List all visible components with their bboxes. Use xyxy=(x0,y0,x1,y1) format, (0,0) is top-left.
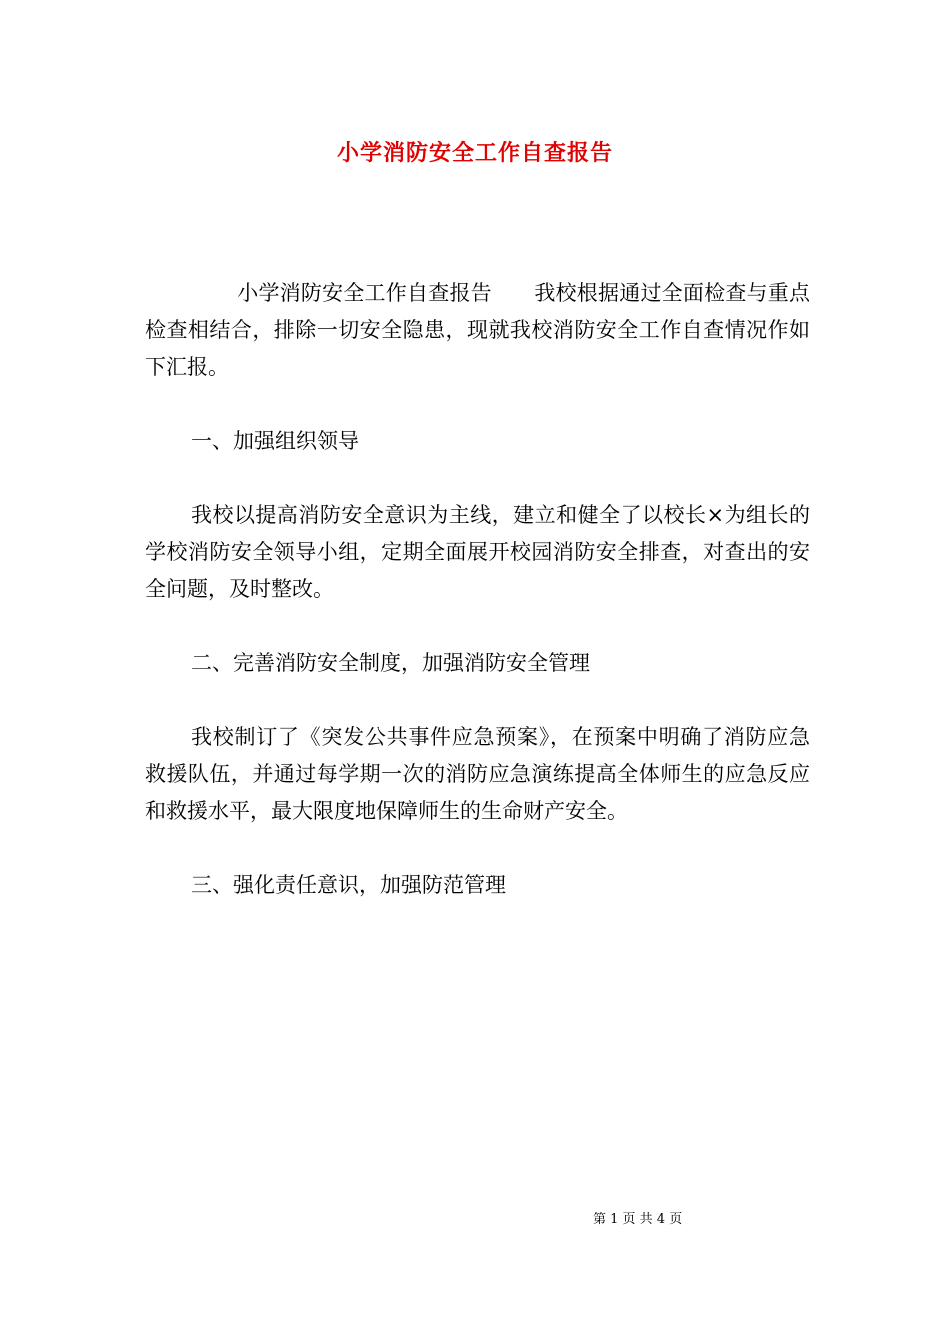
paragraph-intro-text: 小学消防安全工作自查报告 我校根据通过全面检查与重点检查相结合，排除一切安全隐患，现就我校消防安全工作自查情况作如下汇报。 xyxy=(145,281,810,379)
page-number: 第 1 页 共 4 页 xyxy=(593,1212,683,1227)
paragraph-section-2: 我校制订了《突发公共事件应急预案》，在预案中明确了消防应急救援队伍，并通过每学期一次的消防应急演练提高全体师生的应急反应和救援水平，最大限度地保障师生的生命财产安全。 xyxy=(145,725,810,823)
paragraph-section-1: 我校以提高消防安全意识为主线，建立和健全了以校长×为组长的学校消防安全领导小组，定期全面展开校园消防安全排查，对查出的安全问题，及时整改。 xyxy=(145,503,810,601)
document-body xyxy=(145,275,810,941)
section-heading-2: 二、完善消防安全制度，加强消防安全管理 xyxy=(191,651,590,675)
page-footer xyxy=(0,1208,950,1228)
section-heading-3: 三、强化责任意识，加强防范管理 xyxy=(191,873,506,897)
paragraph-intro xyxy=(145,275,810,386)
document-title: 小学消防安全工作自查报告 xyxy=(336,140,613,166)
section-heading-1: 一、加强组织领导 xyxy=(191,429,359,453)
